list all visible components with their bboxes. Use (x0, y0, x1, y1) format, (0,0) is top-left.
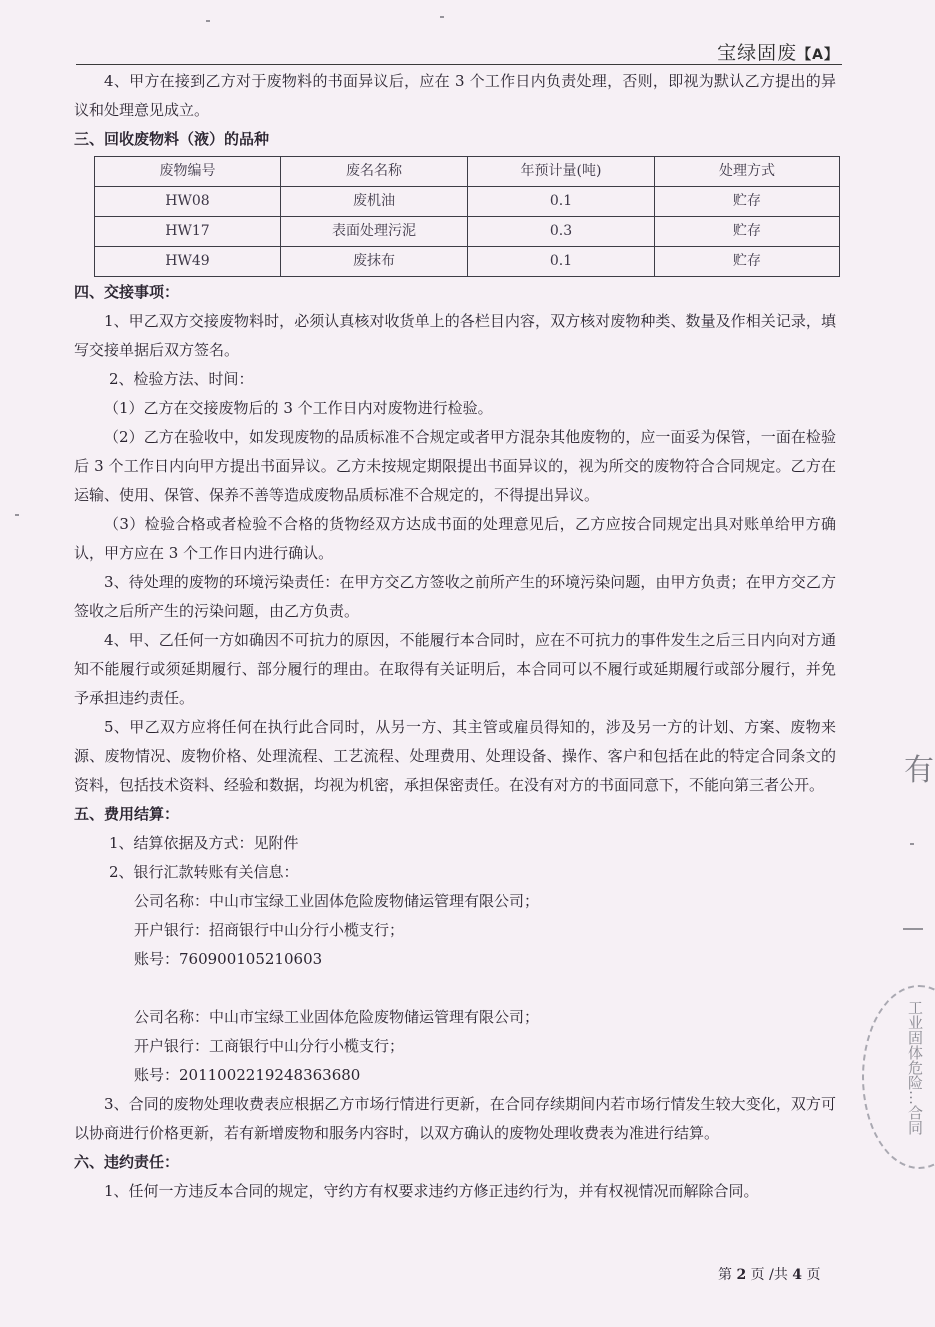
clause-5-2: 2、银行汇款转账有关信息： (109, 863, 299, 881)
clause-4-3: 3、待处理的废物的环境污染责任：在甲方交乙方签收之前所产生的环境污染问题，由甲方负责；在甲方交乙方签收之后所产生的污染问题，由乙方负责。 (74, 573, 836, 620)
bank2-company: 公司名称：中山市宝绿工业固体危险废物储运管理有限公司； (134, 1008, 540, 1026)
table-row (95, 187, 840, 217)
table-cell: 废机油 (281, 187, 468, 217)
table-row (95, 247, 840, 277)
table-cell: 贮存 (655, 217, 840, 247)
table-row (95, 217, 840, 247)
page-suffix: 页 (802, 1267, 821, 1283)
current-page: 2 (736, 1267, 747, 1283)
clause-4-2-1: （1）乙方在交接废物后的 3 个工作日内对废物进行检验。 (104, 399, 493, 417)
table-header-row (95, 157, 840, 187)
clause-5-3: 3、合同的废物处理收费表应根据乙方市场行情进行更新，在合同存续期间内若市场行情发生较大变化，双方可以协商进行价格更新，若有新增废物和服务内容时，以双方确认的废物处理收费表为准进行结算。 (74, 1095, 836, 1142)
clause-4-2: 2、检验方法、时间： (109, 370, 254, 388)
bank1-company: 公司名称：中山市宝绿工业固体危险废物储运管理有限公司； (134, 892, 540, 910)
page-mid: 页 /共 (746, 1267, 793, 1283)
table-cell: 贮存 (655, 247, 840, 277)
scan-speck (910, 843, 914, 845)
page-prefix: 第 (718, 1267, 737, 1283)
stamp-fragment: 工业固体危险…合同 (906, 1000, 924, 1135)
page-number (718, 1264, 820, 1284)
header-cell: 废物编号 (95, 157, 281, 187)
clause-5-1: 1、结算依据及方式：见附件 (109, 834, 299, 852)
brand-mark: 【A】 (797, 47, 839, 63)
spacer (74, 974, 836, 1003)
header-rule (76, 64, 842, 65)
document-body (74, 67, 836, 1206)
section-5-heading: 五、费用结算： (74, 805, 180, 823)
scan-speck (440, 16, 444, 18)
scan-speck (903, 928, 923, 930)
section-6-heading: 六、违约责任： (74, 1153, 180, 1171)
table-cell: 0.3 (468, 217, 655, 247)
table-cell: 0.1 (468, 247, 655, 277)
header-cell: 废名名称 (281, 157, 468, 187)
section-3-heading: 三、回收废物料（液）的品种 (74, 130, 270, 148)
clause-6-1: 1、任何一方违反本合同的规定，守约方有权要求违约方修正违约行为，并有权视情况而解除合同。 (104, 1182, 759, 1200)
header-cell: 年预计量(吨) (468, 157, 655, 187)
table-cell: 0.1 (468, 187, 655, 217)
clause-4-5: 5、甲乙双方应将任何在执行此合同时，从另一方、其主管或雇员得知的，涉及另一方的计划、方案、废物来源、废物情况、废物价格、处理流程、工艺流程、处理费用、处理设备、操作、客户和包括在此的特定合同条文的资料，包括技术资料、经验和数据，均视为机密，承担保密责任。在没有对方的书面同意下，不能向第三者公开。 (74, 718, 836, 794)
section-4-heading: 四、交接事项： (74, 283, 180, 301)
scan-speck (206, 20, 210, 22)
table-cell: HW08 (95, 187, 281, 217)
bank2-account: 账号：2011002219248363680 (134, 1066, 361, 1084)
clause-4-4: 4、甲、乙任何一方如确因不可抗力的原因，不能履行本合同时，应在不可抗力的事件发生之后三日内向对方通知不能履行或须延期履行、部分履行的理由。在取得有关证明后，本合同可以不履行或延期履行或部分履行，并免予承担违约责任。 (74, 631, 836, 707)
brand-name: 宝绿固废 (717, 42, 798, 64)
total-pages: 4 (792, 1267, 803, 1283)
header-brand (717, 38, 839, 65)
clause-3-4: 4、甲方在接到乙方对于废物料的书面异议后，应在 3 个工作日内负责处理，否则，即视为默认乙方提出的异议和处理意见成立。 (74, 72, 836, 119)
clause-4-1: 1、甲乙双方交接废物料时，必须认真核对收货单上的各栏目内容，双方核对废物种类、数量及作相关记录，填写交接单据后双方签名。 (74, 312, 836, 359)
bank1-account: 账号：760900105210603 (134, 950, 323, 968)
seam-seal-fragment: 有 (904, 753, 934, 788)
table-cell: 表面处理污泥 (281, 217, 468, 247)
bank1-bank: 开户银行：招商银行中山分行小榄支行； (134, 921, 405, 939)
table-cell: HW17 (95, 217, 281, 247)
table-cell: 废抹布 (281, 247, 468, 277)
scan-speck (15, 514, 19, 516)
table-cell: HW49 (95, 247, 281, 277)
waste-table (94, 156, 840, 277)
header-cell: 处理方式 (655, 157, 840, 187)
table-cell: 贮存 (655, 187, 840, 217)
clause-4-2-2: （2）乙方在验收中，如发现废物的品质标准不合规定或者甲方混杂其他废物的，应一面妥为保管，一面在检验后 3 个工作日内向甲方提出书面异议。乙方未按规定期限提出书面异议的，视为所交的废物符合合同规定。乙方在运输、使用、保管、保养不善等造成废物品质标准不合规定的，不得提出异议。 (74, 428, 836, 504)
clause-4-2-3: （3）检验合格或者检验不合格的货物经双方达成书面的处理意见后，乙方应按合同规定出具对账单给甲方确认，甲方应在 3 个工作日内进行确认。 (74, 515, 836, 562)
bank2-bank: 开户银行：工商银行中山分行小榄支行； (134, 1037, 405, 1055)
